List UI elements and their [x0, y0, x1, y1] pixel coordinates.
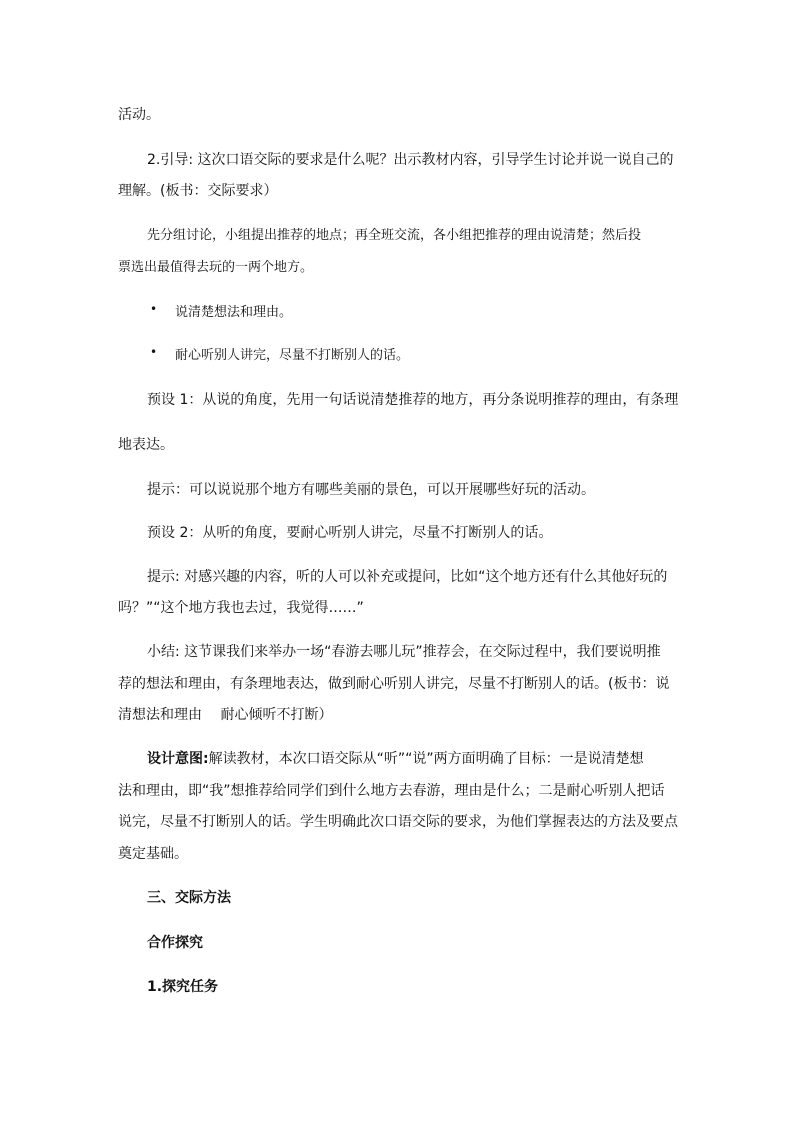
bullet-icon: • [150, 345, 158, 359]
bullet-icon: • [150, 302, 158, 316]
subsection-heading: 合作探究 [147, 935, 203, 951]
text-line: 预设 2：从听的角度，要耐心听别人讲完，尽量不打断别人的话。 [147, 525, 553, 541]
text-line: 荐的想法和理由，有条理地表达，做到耐心听别人讲完，尽量不打断别人的话。(板书：说 [118, 676, 670, 692]
text-line: 吗？”“这个地方我也去过，我觉得……” [118, 600, 364, 616]
text-line: 法和理由，即“我”想推荐给同学们到什么地方去春游，理由是什么；二是耐心听别人把话 [118, 783, 665, 799]
text-line: 说完，尽量不打断别人的话。学生明确此次口语交际的要求，为他们掌握表达的方法及要点 [118, 814, 678, 830]
text-line: 2.引导: 这次口语交际的要求是什么呢？出示教材内容，引导学生讨论并说一说自己的 [147, 152, 674, 168]
text-line: 地表达。 [118, 437, 174, 453]
design-intent-label: 设计意图: [147, 751, 209, 767]
section-heading: 三、交际方法 [147, 890, 231, 906]
text-line: 奠定基础。 [118, 846, 188, 862]
list-item: 耐心听别人讲完，尽量不打断别人的话。 [175, 348, 410, 363]
text-line: 活动。 [118, 107, 160, 123]
text-line: 提示: 对感兴趣的内容，听的人可以补充或提问，比如“这个地方还有什么其他好玩的 [147, 569, 668, 585]
text-line: 理解。(板书：交际要求） [118, 183, 278, 199]
text-line: 小结: 这节课我们来举办一场“春游去哪儿玩”推荐会，在交际过程中，我们要说明推 [147, 644, 661, 660]
text-line [147, 748, 707, 768]
list-item: 说清楚想法和理由。 [175, 305, 293, 320]
text-line: 预设 1：从说的角度，先用一句话说清楚推荐的地方，再分条说明推荐的理由，有条理 [147, 392, 679, 408]
design-intent-text: 解读教材，本次口语交际从“听”“说”两方面明确了目标：一是说清楚想 [208, 751, 644, 767]
text-line: 先分组讨论，小组提出推荐的地点；再全班交流，各小组把推荐的理由说清楚；然后投 [147, 228, 642, 243]
text-line: 清想法和理由 耐心倾听不打断） [118, 707, 333, 723]
subsection-heading: 1.探究任务 [147, 979, 219, 995]
text-line: 票选出最值得去玩的一两个地方。 [118, 260, 314, 275]
text-line: 提示：可以说说那个地方有哪些美丽的景色，可以开展哪些好玩的活动。 [147, 482, 595, 498]
